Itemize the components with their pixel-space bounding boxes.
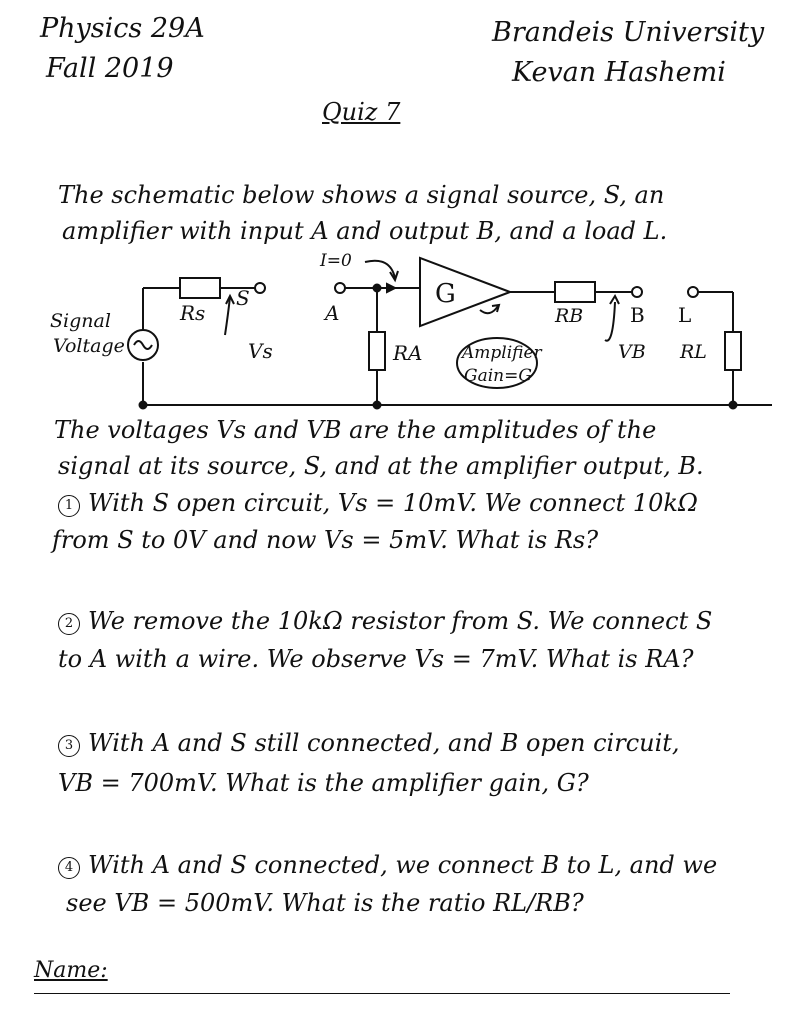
quiz-title: Quiz 7 [322, 98, 401, 126]
course-title: Physics 29A [40, 13, 205, 44]
name-label: Name: [34, 958, 108, 983]
question-3-line-1 [58, 728, 680, 758]
question-2-number: 2 [58, 613, 80, 635]
amplifier-triangle [420, 258, 510, 326]
resistor-rb [555, 282, 595, 302]
question-1-number: 1 [58, 495, 80, 517]
label-s: S [236, 286, 250, 310]
question-1-line-2: from S to 0V and now Vs = 5mV. What is Rs? [52, 526, 599, 554]
question-2-line-1 [58, 606, 712, 636]
label-gain: Gain=G [464, 366, 532, 386]
label-rs: Rs [180, 301, 206, 325]
label-current: I=0 [320, 251, 352, 271]
intro-line-1: The schematic below shows a signal source, S, an [58, 181, 665, 209]
question-1-text-1: With S open circuit, Vs = 10mV. We connect 10kΩ [88, 489, 698, 517]
resistor-ra [369, 332, 385, 370]
label-signal-voltage-1: Signal [50, 310, 111, 332]
terminal-s [255, 283, 265, 293]
label-a: A [325, 301, 340, 325]
question-4-text-1: With A and S connected, we connect B to L, and we [88, 851, 718, 879]
question-3-number: 3 [58, 735, 80, 757]
question-2-text-1: We remove the 10kΩ resistor from S. We connect S [88, 607, 713, 635]
question-2-line-2: to A with a wire. We observe Vs = 7mV. What is RA? [58, 645, 694, 673]
label-rb: RB [555, 305, 584, 327]
question-4-line-1 [58, 850, 717, 880]
label-rl: RL [680, 341, 707, 363]
label-amplifier: Amplifier [462, 343, 542, 363]
label-gain-symbol: G [435, 279, 456, 309]
terminal-b [632, 287, 642, 297]
label-vs: Vs [248, 339, 273, 363]
term-label: Fall 2019 [46, 53, 174, 84]
name-field[interactable] [34, 993, 730, 994]
label-l: L [678, 303, 692, 327]
paragraph-line-1: The voltages Vs and VB are the amplitudes of the [54, 416, 657, 444]
resistor-rs [180, 278, 220, 298]
question-1-line-1 [58, 488, 698, 518]
terminal-l [688, 287, 698, 297]
label-vb: VB [618, 341, 646, 363]
circuit-schematic [50, 240, 780, 415]
question-4-line-2: see VB = 500mV. What is the ratio RL/RB? [66, 889, 584, 917]
question-3-line-2: VB = 700mV. What is the amplifier gain, G? [58, 769, 589, 797]
instructor-name: Kevan Hashemi [512, 57, 726, 88]
terminal-a [335, 283, 345, 293]
paragraph-line-2: signal at its source, S, and at the amplifier output, B. [58, 452, 704, 480]
resistor-rl [725, 332, 741, 370]
question-4-number: 4 [58, 857, 80, 879]
label-ra: RA [393, 341, 423, 365]
label-signal-voltage-2: Voltage [53, 335, 125, 357]
intro-line-2: amplifier with input A and output B, and a load L. [62, 217, 668, 245]
question-3-text-1: With A and S still connected, and B open circuit, [88, 729, 680, 757]
label-b: B [630, 303, 645, 327]
university-name: Brandeis University [492, 17, 765, 48]
